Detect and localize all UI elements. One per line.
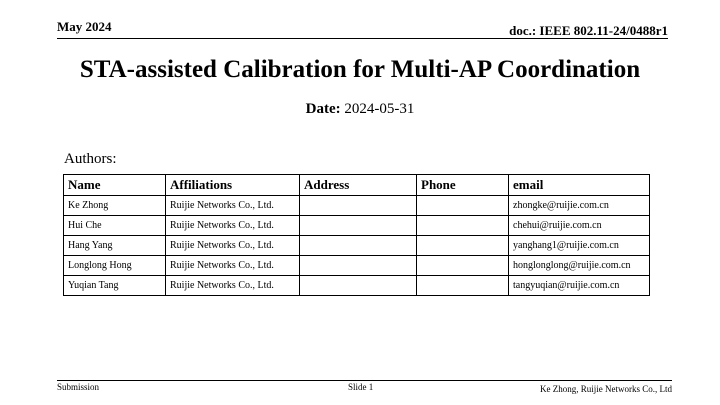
table-row: [64, 256, 650, 276]
author-name: Hang Yang: [64, 236, 166, 256]
author-address: [300, 196, 417, 216]
column-header-name: Name: [64, 175, 166, 196]
author-address: [300, 236, 417, 256]
author-name: Longlong Hong: [64, 256, 166, 276]
author-email: yanghang1@ruijie.com.cn: [509, 236, 650, 256]
author-affiliation: Ruijie Networks Co., Ltd.: [166, 276, 300, 296]
header-date: May 2024: [57, 19, 112, 34]
author-address: [300, 216, 417, 236]
author-address: [300, 276, 417, 296]
column-header-affiliations: Affiliations: [166, 175, 300, 196]
author-address: [300, 256, 417, 276]
footer-divider: [57, 380, 672, 381]
authors-label: Authors:: [64, 151, 117, 167]
column-header-address: Address: [300, 175, 417, 196]
footer-submission: Submission: [57, 382, 100, 392]
header-divider: [57, 38, 668, 39]
table-row: [64, 236, 650, 256]
author-phone: [417, 196, 509, 216]
author-phone: [417, 276, 509, 296]
table-header-row: [64, 175, 650, 196]
author-email: chehui@ruijie.com.cn: [509, 216, 650, 236]
authors-table: [63, 174, 650, 296]
author-name: Ke Zhong: [64, 196, 166, 216]
footer-author: Ke Zhong, Ruijie Networks Co., Ltd: [540, 384, 672, 394]
author-phone: [417, 216, 509, 236]
author-affiliation: Ruijie Networks Co., Ltd.: [166, 196, 300, 216]
author-affiliation: Ruijie Networks Co., Ltd.: [166, 256, 300, 276]
table-row: [64, 216, 650, 236]
author-affiliation: Ruijie Networks Co., Ltd.: [166, 216, 300, 236]
table-row: [64, 196, 650, 216]
slide-title: STA-assisted Calibration for Multi-AP Coordination: [79, 56, 641, 83]
footer-slide-number: Slide 1: [348, 382, 374, 392]
author-phone: [417, 236, 509, 256]
column-header-email: email: [509, 175, 650, 196]
author-name: Hui Che: [64, 216, 166, 236]
table-row: [64, 276, 650, 296]
author-phone: [417, 256, 509, 276]
date-value: 2024-05-31: [344, 101, 415, 117]
column-header-phone: Phone: [417, 175, 509, 196]
author-affiliation: Ruijie Networks Co., Ltd.: [166, 236, 300, 256]
author-email: honglonglong@ruijie.com.cn: [509, 256, 650, 276]
header-doc-id: doc.: IEEE 802.11-24/0488r1: [509, 23, 668, 38]
date-line: [0, 101, 720, 118]
author-name: Yuqian Tang: [64, 276, 166, 296]
author-email: zhongke@ruijie.com.cn: [509, 196, 650, 216]
date-label: Date:: [305, 101, 341, 117]
author-email: tangyuqian@ruijie.com.cn: [509, 276, 650, 296]
